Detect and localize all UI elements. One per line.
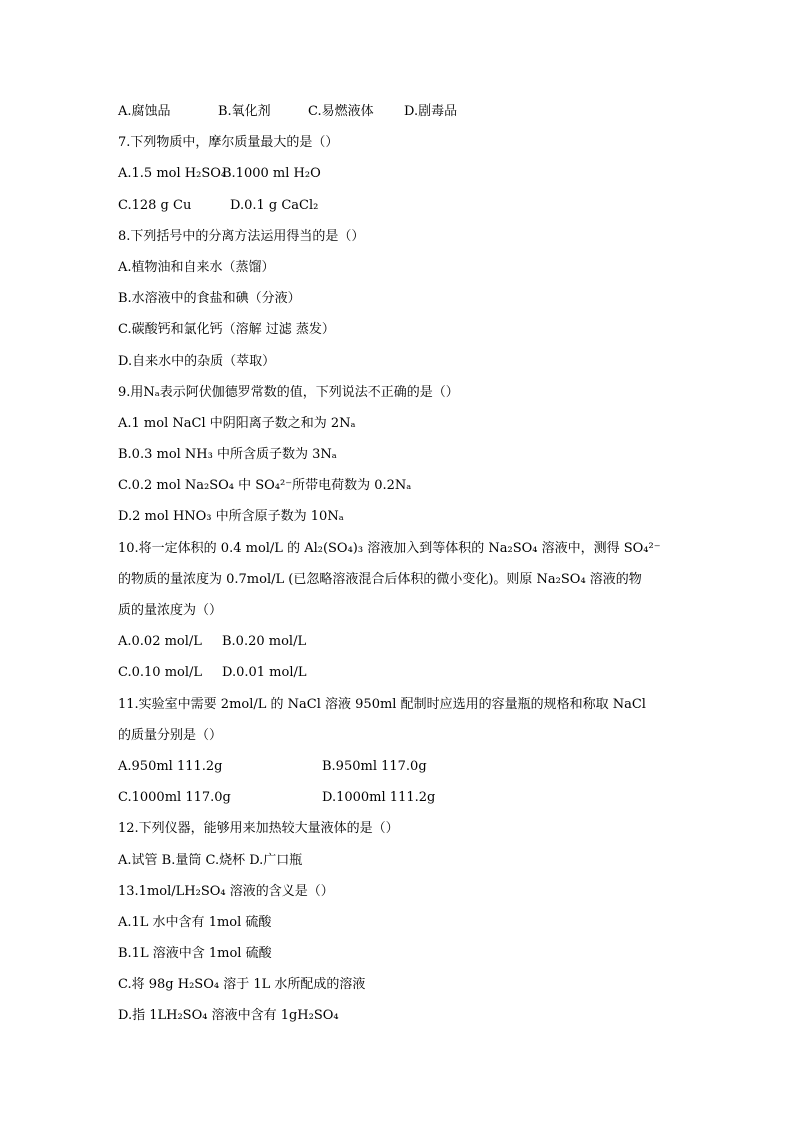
q9-stem: 9.用Nₐ表示阿伏伽德罗常数的值，下列说法不正确的是（） — [118, 384, 459, 400]
q10-option-b: B.0.20 mol/L — [222, 634, 307, 650]
q6-option-b: B.氧化剂 — [218, 104, 271, 119]
q11-options-row2 — [118, 782, 698, 813]
q11-option-d: D.1000ml 111.2g — [322, 790, 436, 806]
q12-stem: 12.下列仪器，能够用来加热较大量液体的是（） — [118, 821, 399, 837]
q13-option-b: B.1L 溶液中含 1mol 硫酸 — [118, 946, 272, 962]
q6-option-c: C.易燃液体 — [308, 104, 374, 119]
q9-option-d: D.2 mol HNO₃ 中所含原子数为 10Nₐ — [118, 509, 344, 525]
q7-options-row1 — [118, 158, 698, 189]
q10-stem-line3: 质的量浓度为（） — [118, 603, 223, 618]
q7-option-d: D.0.1 g CaCl₂ — [230, 197, 319, 213]
q6-option-a: A.腐蚀品 — [118, 104, 171, 119]
q8-option-c: C.碳酸钙和氯化钙（溶解 过滤 蒸发） — [118, 322, 335, 338]
q7-option-b: B.1000 ml H₂O — [222, 166, 321, 182]
q9-option-c: C.0.2 mol Na₂SO₄ 中 SO₄²⁻所带电荷数为 0.2Nₐ — [118, 478, 412, 494]
q7-options-row2 — [118, 190, 698, 221]
q10-options-row1 — [118, 626, 698, 657]
q7-option-a: A.1.5 mol H₂SO₄ — [118, 166, 227, 182]
q10-option-d: D.0.01 mol/L — [222, 665, 307, 681]
q10-options-row2 — [118, 657, 698, 688]
q11-stem-line2: 的质量分别是（） — [118, 727, 223, 743]
q8-option-a: A.植物油和自来水（蒸馏） — [118, 259, 275, 275]
q13-option-a: A.1L 水中含有 1mol 硫酸 — [118, 914, 272, 930]
document-page — [118, 96, 698, 1032]
q10-stem-line1: 10.将一定体积的 0.4 mol/L 的 Al₂(SO₄)₃ 溶液加入到等体积的 Na₂SO₄ 溶液中，测得 SO₄²⁻ — [118, 540, 661, 556]
q11-option-a: A.950ml 111.2g — [118, 758, 223, 774]
q10-option-a: A.0.02 mol/L — [118, 634, 202, 650]
q13-option-d: D.指 1LH₂SO₄ 溶液中含有 1gH₂SO₄ — [118, 1008, 339, 1024]
q8-option-d: D.自来水中的杂质（萃取） — [118, 353, 276, 369]
q7-option-c: C.128 g Cu — [118, 197, 192, 213]
q13-option-c: C.将 98g H₂SO₄ 溶于 1L 水所配成的溶液 — [118, 977, 366, 993]
q6-options — [118, 96, 698, 127]
q8-stem: 8.下列括号中的分离方法运用得当的是（） — [118, 228, 365, 244]
q10-option-c: C.0.10 mol/L — [118, 665, 203, 681]
q9-option-b: B.0.3 mol NH₃ 中所含质子数为 3Nₐ — [118, 447, 337, 463]
q10-stem-line2: 的物质的量浓度为 0.7mol/L (已忽略溶液混合后体积的微小变化)。则原 Na₂SO₄ 溶液的物 — [118, 571, 642, 587]
q12-options: A.试管 B.量筒 C.烧杯 D.广口瓶 — [118, 852, 303, 868]
q6-option-d: D.剧毒品 — [404, 104, 458, 119]
q11-option-b: B.950ml 117.0g — [322, 758, 427, 774]
q7-stem: 7.下列物质中，摩尔质量最大的是（） — [118, 135, 339, 151]
q11-option-c: C.1000ml 117.0g — [118, 790, 231, 806]
q9-option-a: A.1 mol NaCl 中阴阳离子数之和为 2Nₐ — [118, 415, 356, 431]
q11-stem-line1: 11.实验室中需要 2mol/L 的 NaCl 溶液 950ml 配制时应选用的容量瓶的规格和称取 NaCl — [118, 696, 646, 712]
q13-stem: 13.1mol/LH₂SO₄ 溶液的含义是（） — [118, 883, 334, 899]
q11-options-row1 — [118, 751, 698, 782]
q8-option-b: B.水溶液中的食盐和碘（分液） — [118, 291, 301, 307]
